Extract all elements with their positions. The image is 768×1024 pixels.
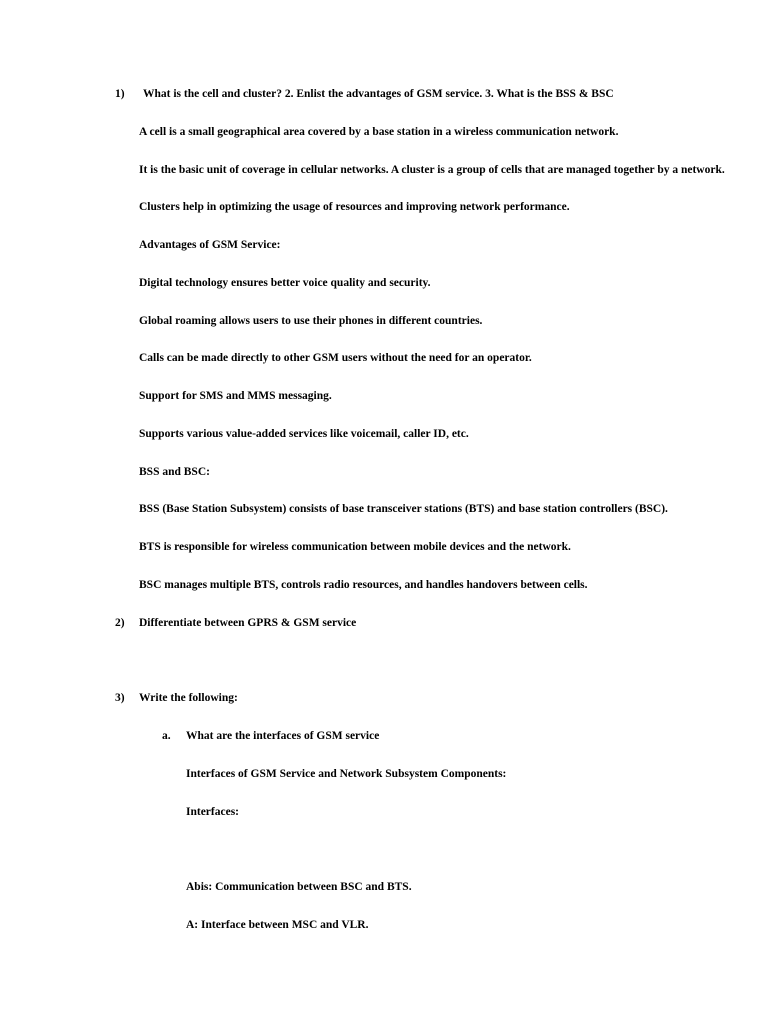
q1-subheading: Advantages of GSM Service: <box>139 239 281 251</box>
q3a-line: A: Interface between MSC and VLR. <box>186 919 369 931</box>
q1-answer-line: BSS (Base Station Subsystem) consists of base transceiver stations (BTS) and base station controllers (BSC). <box>139 503 668 515</box>
q1-number: 1) <box>115 88 125 100</box>
q1-answer-line: BTS is responsible for wireless communication between mobile devices and the network. <box>139 541 571 553</box>
q1-answer-line: A cell is a small geographical area covered by a base station in a wireless communication network. <box>139 126 619 138</box>
q1-subheading: BSS and BSC: <box>139 466 210 478</box>
q3a-line: Abis: Communication between BSC and BTS. <box>186 881 412 893</box>
q1-answer-line: Calls can be made directly to other GSM users without the need for an operator. <box>139 352 532 364</box>
q1-answer-line: Digital technology ensures better voice quality and security. <box>139 277 431 289</box>
q1-answer-line: It is the basic unit of coverage in cellular networks. A cluster is a group of cells that are managed together by a network. <box>139 164 725 176</box>
q1-question: What is the cell and cluster? 2. Enlist the advantages of GSM service. 3. What is the BSS & BSC <box>143 88 614 100</box>
q3-number: 3) <box>115 692 125 704</box>
q3a-line: Interfaces of GSM Service and Network Subsystem Components: <box>186 768 507 780</box>
q1-answer-line: BSC manages multiple BTS, controls radio resources, and handles handovers between cells. <box>139 579 588 591</box>
q2-number: 2) <box>115 617 125 629</box>
q1-answer-line: Clusters help in optimizing the usage of resources and improving network performance. <box>139 201 570 213</box>
q3-question: Write the following: <box>139 692 238 704</box>
q1-answer-line: Support for SMS and MMS messaging. <box>139 390 332 402</box>
q3a-letter: a. <box>162 730 171 742</box>
q2-question: Differentiate between GPRS & GSM service <box>139 617 357 629</box>
q1-answer-line: Supports various value-added services like voicemail, caller ID, etc. <box>139 428 469 440</box>
q1-answer-line: Global roaming allows users to use their phones in different countries. <box>139 315 483 327</box>
q3a-line: Interfaces: <box>186 806 240 818</box>
q3a-question: What are the interfaces of GSM service <box>186 730 380 742</box>
